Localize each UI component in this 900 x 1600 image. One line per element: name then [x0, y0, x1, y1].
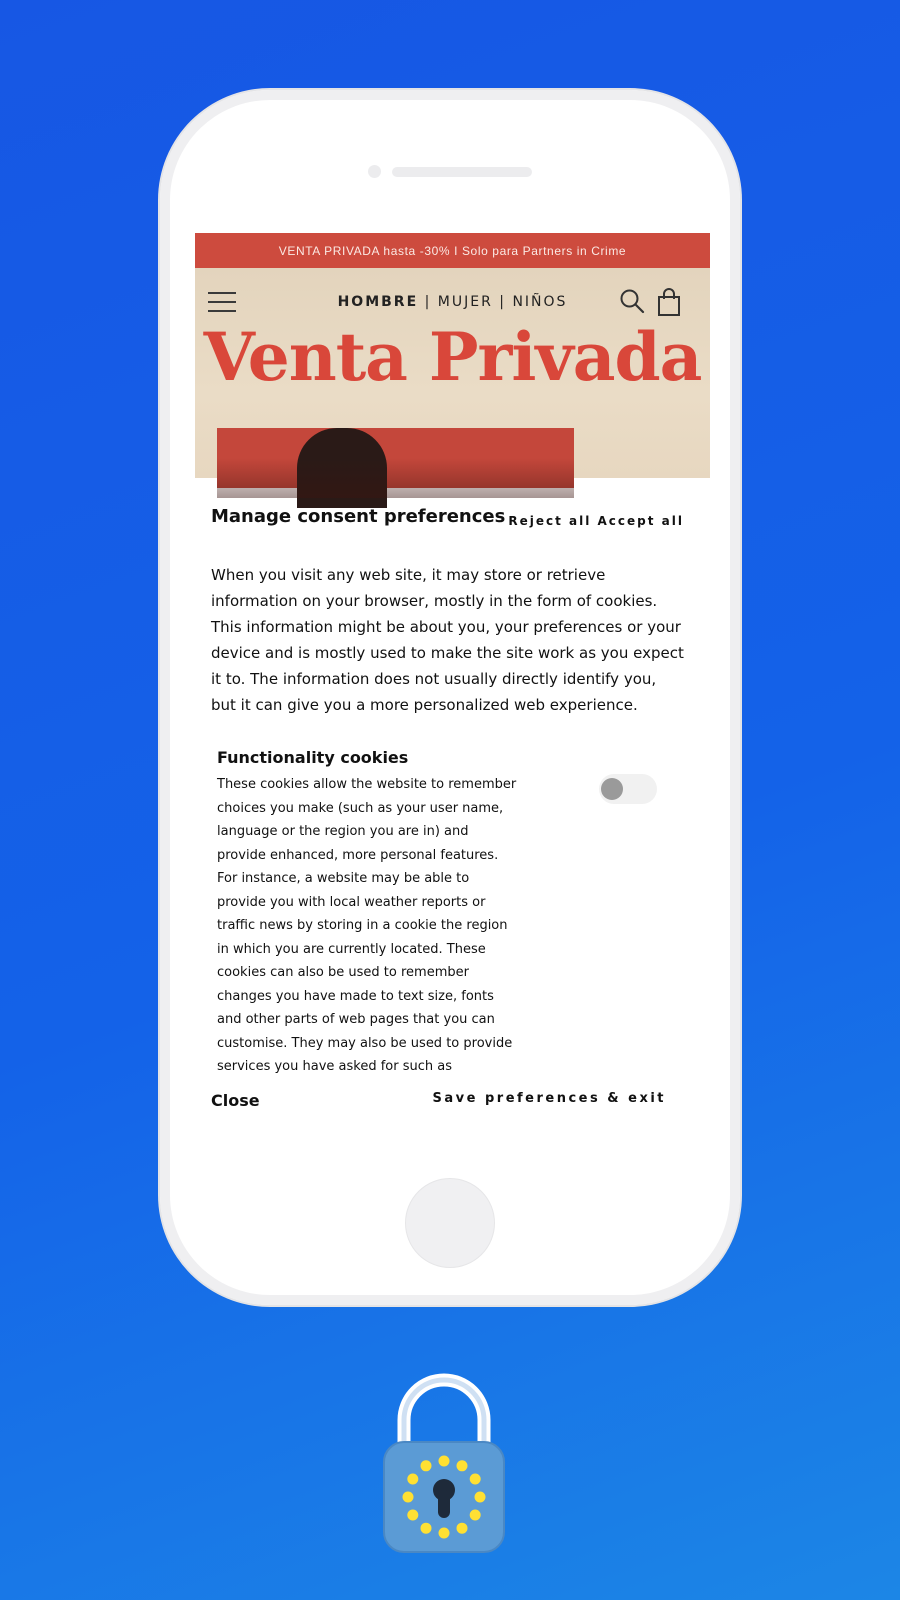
nav-link-hombre[interactable]: HOMBRE: [337, 294, 419, 310]
cookie-section-title: Functionality cookies: [217, 748, 409, 767]
eu-star: [403, 1492, 414, 1503]
eu-star: [439, 1456, 450, 1467]
eu-star: [457, 1523, 468, 1534]
eu-star: [457, 1460, 468, 1471]
reject-all-button[interactable]: Reject all: [508, 514, 592, 528]
phone-camera: [368, 165, 381, 178]
nav-link-mujer[interactable]: MUJER: [437, 294, 493, 310]
promo-banner[interactable]: [195, 233, 710, 268]
save-preferences-button[interactable]: Save preferences & exit: [432, 1091, 666, 1106]
site-header: [195, 268, 710, 478]
eu-padlock-icon: [382, 1376, 506, 1556]
cookie-section-description[interactable]: These cookies allow the website to remember choices you make (such as your user name, language or the region you are in) and provide enhanced, more personal features. For instance, a website may be able to provide you with local weather reports or traffic news by storing in a cookie the region in which you are currently located. These cookies can also be used to remember changes you have made to text size, fonts and other parts of web pages that you can customise. They may also be used to provide services you have asked for such as: [217, 777, 517, 1074]
toggle-knob: [601, 778, 623, 800]
search-icon[interactable]: [619, 288, 645, 314]
shopping-bag-icon[interactable]: [655, 288, 683, 316]
functionality-cookies-toggle[interactable]: [599, 774, 657, 804]
eu-star: [421, 1523, 432, 1534]
phone-mockup: [160, 90, 740, 1305]
hero-title: Venta Privada: [203, 318, 702, 396]
eu-star: [470, 1474, 481, 1485]
nav-link-ninos[interactable]: NIÑOS: [512, 294, 568, 310]
nav-separator: |: [492, 294, 513, 310]
eu-star: [475, 1492, 486, 1503]
phone-home-button: [405, 1178, 495, 1268]
eu-star: [407, 1474, 418, 1485]
phone-speaker: [392, 167, 532, 177]
phone-screen: [195, 233, 710, 1148]
accept-all-button[interactable]: Accept all: [597, 514, 684, 528]
consent-header: [211, 478, 694, 548]
functionality-cookies-section: [211, 748, 694, 1074]
eu-star: [470, 1510, 481, 1521]
consent-quick-actions: [508, 514, 684, 528]
eu-star: [421, 1460, 432, 1471]
consent-footer: [211, 1083, 694, 1143]
consent-dialog: [195, 478, 710, 1143]
eu-star: [439, 1528, 450, 1539]
eu-star: [407, 1510, 418, 1521]
nav-separator: |: [418, 294, 438, 310]
promo-banner-text: VENTA PRIVADA hasta -30% I Solo para Partners in Crime: [278, 243, 627, 258]
close-button[interactable]: Close: [211, 1091, 260, 1110]
consent-title: Manage consent preferences: [211, 506, 506, 527]
consent-intro-text: When you visit any web site, it may store or retrieve information on your browser, mostly in the form of cookies. This information might be about you, your preferences or your device and is mostly used to make the site work as you expect it to. The information does not usually directly identify you, but it can give you a more personalized web experience.: [211, 566, 684, 714]
